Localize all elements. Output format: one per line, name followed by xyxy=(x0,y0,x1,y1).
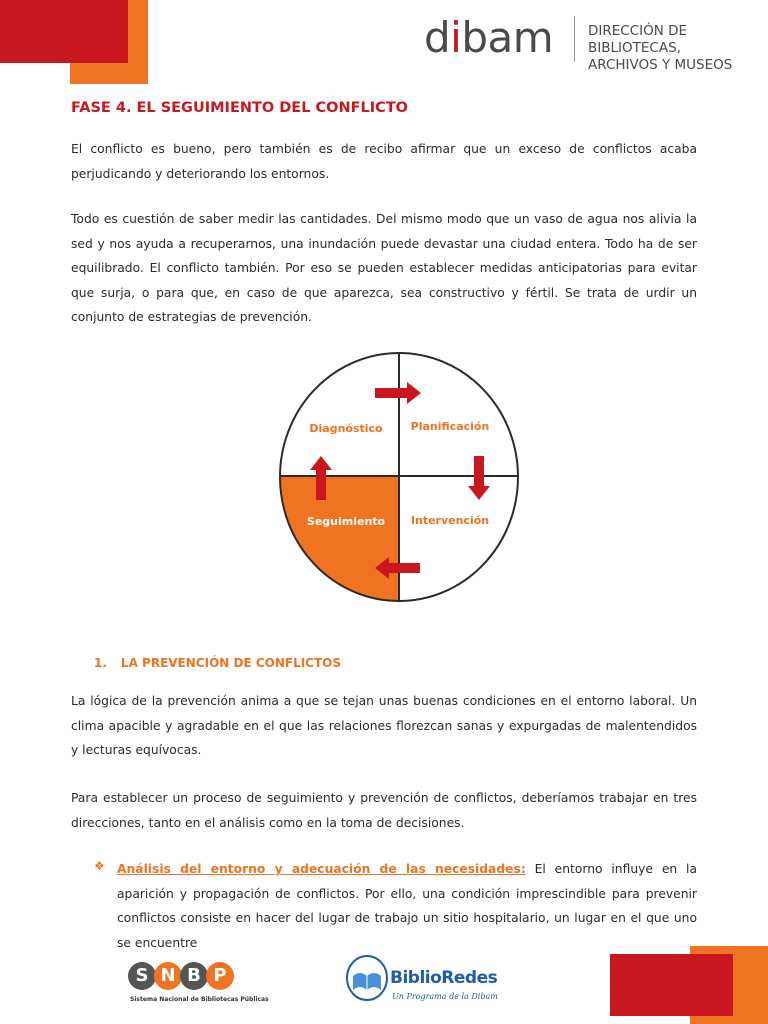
footer-red-block xyxy=(610,954,733,1016)
org-name-line1: DIRECCIÓN DE BIBLIOTECAS, xyxy=(588,23,688,56)
snbp-letter-p: P xyxy=(206,962,234,990)
logo-separator xyxy=(574,16,575,62)
bibliored-book-icon xyxy=(343,952,391,1004)
snbp-logo xyxy=(128,962,232,990)
dibam-logo: dibam xyxy=(424,13,554,62)
org-name-line2: ARCHIVOS Y MUSEOS xyxy=(588,57,733,73)
label-planificacion: Planificación xyxy=(410,420,490,433)
paragraph-4: Para establecer un proceso de seguimiento y prevención de conflictos, deberíamos trabajar en tres direcciones, tanto en el análisis como en la toma de decisiones. xyxy=(71,791,697,830)
header-red-block xyxy=(0,0,128,63)
label-diagnostico: Diagnóstico xyxy=(309,422,383,435)
paragraph-1: El conflicto es bueno, pero también es de recibo afirmar que un exceso de conflictos acaba perjudicando y deteriorando los entornos. xyxy=(71,142,697,181)
label-intervencion: Intervención xyxy=(410,514,490,527)
snbp-letter-s: S xyxy=(128,962,156,990)
snbp-caption: Sistema Nacional de Bibliotecas Públicas xyxy=(130,996,269,1003)
org-name xyxy=(588,23,768,74)
section-heading xyxy=(94,656,341,670)
diamond-bullet-icon: ❖ xyxy=(94,859,105,873)
snbp-letter-n: N xyxy=(154,962,182,990)
section-title: LA PREVENCIÓN DE CONFLICTOS xyxy=(120,656,342,670)
label-seguimiento: Seguimiento xyxy=(306,515,386,528)
bullet-body: El entorno influye en la aparición y propagación de conflictos. Por ello, una condición imprescindible para prevenir conflictos consiste en hacer del lugar de trabajo un sitio hospitalario, un lugar en el que uno se encuentre xyxy=(117,862,697,950)
arrow-down-icon xyxy=(468,456,490,500)
bibliored-name: BiblioRedes xyxy=(390,968,498,988)
bullet-heading: Análisis del entorno y adecuación de las necesidades: xyxy=(117,862,526,876)
cycle-diagram xyxy=(279,352,519,602)
paragraph-2: Todo es cuestión de saber medir las cantidades. Del mismo modo que un vaso de agua nos alivia la sed y nos ayuda a recuperarnos, una inundación puede devastar una ciudad entera. Todo ha de ser equilibrado. El conflicto también. Por eso se pueden establecer medidas anticipatorias para evitar que surja, o para que, en caso de que aparezca, sea constructivo y fértil. Se trata de urdir un conjunto de estrategias de prevención. xyxy=(71,212,697,324)
snbp-letter-b: B xyxy=(180,962,208,990)
phase-title: FASE 4. EL SEGUIMIENTO DEL CONFLICTO xyxy=(71,100,408,116)
section-number: 1. xyxy=(94,656,107,670)
paragraph-3: La lógica de la prevención anima a que se tejan unas buenas condiciones en el entorno laboral. Un clima apacible y agradable en el que las relaciones florezcan sanas y expurgadas de malentendidos y lecturas equívocas. xyxy=(71,694,697,757)
seguimiento-quadrant-fill xyxy=(280,476,399,602)
bullet-item xyxy=(117,857,697,955)
bibliored-tagline: Un Programa de la Dibam xyxy=(392,992,498,1001)
